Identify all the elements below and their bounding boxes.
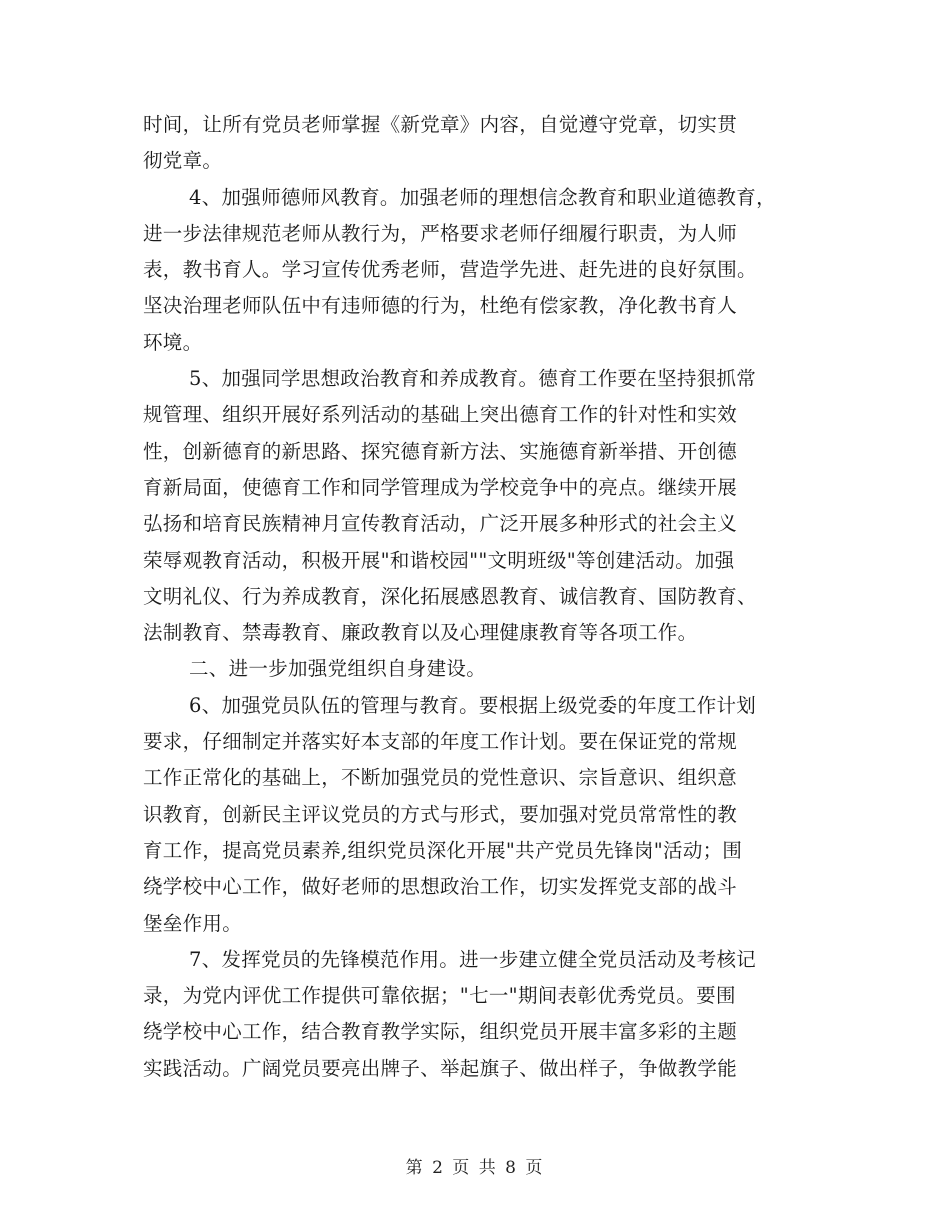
text-line: 荣辱观教育活动，积极开展"和谐校园""文明班级"等创建活动。加强 [143, 548, 735, 572]
text-line: 环境。 [143, 330, 203, 354]
paragraph-start-line: 6、加强党员队伍的管理与教育。要根据上级党委的年度工作计划 [189, 693, 757, 717]
text-line: 性，创新德育的新思路、探究德育新方法、实施德育新举措、开创德 [143, 439, 738, 463]
page-number-footer: 第 2 页 共 8 页 [405, 1158, 545, 1178]
text-line: 表，教书育人。学习宣传优秀老师，营造学先进、赶先进的良好氛围。 [143, 258, 757, 282]
text-line: 工作正常化的基础上，不断加强党员的党性意识、宗旨意识、组织意 [143, 766, 738, 790]
paragraph-start-line: 7、发挥党员的先锋模范作用。进一步建立健全党员活动及考核记 [189, 947, 757, 971]
text-line: 要求，仔细制定并落实好本支部的年度工作计划。要在保证党的常规 [143, 730, 738, 754]
text-line: 规管理、组织开展好系列活动的基础上突出德育工作的针对性和实效 [143, 403, 738, 427]
text-line: 录，为党内评优工作提供可靠依据；"七一"期间表彰优秀党员。要围 [143, 984, 736, 1008]
section-heading: 二、进一步加强党组织自身建设。 [189, 657, 487, 681]
text-line: 实践活动。广阔党员要亮出牌子、举起旗子、做出样子，争做教学能 [143, 1056, 738, 1080]
text-line: 识教育，创新民主评议党员的方式与形式，要加强对党员常常性的教 [143, 802, 738, 826]
text-line: 弘扬和培育民族精神月宣传教育活动，广泛开展多种形式的社会主义 [143, 512, 738, 536]
text-line: 文明礼仪、行为养成教育，深化拓展感恩教育、诚信教育、国防教育、 [143, 584, 757, 608]
paragraph-start-line: 5、加强同学思想政治教育和养成教育。德育工作要在坚持狠抓常 [189, 367, 757, 391]
text-line: 法制教育、禁毒教育、廉政教育以及心理健康教育等各项工作。 [143, 621, 698, 645]
text-line: 绕学校中心工作，做好老师的思想政治工作，切实发挥党支部的战斗 [143, 875, 738, 899]
paragraph-start-line: 4、加强师德师风教育。加强老师的理想信念教育和职业道德教育， [189, 185, 776, 209]
text-line: 育工作，提高党员素养,组织党员深化开展"共产党员先锋岗"活动；围 [143, 838, 743, 862]
text-line: 进一步法律规范老师从教行为，严格要求老师仔细履行职责，为人师 [143, 221, 738, 245]
text-line: 时间，让所有党员老师掌握《新党章》内容，自觉遵守党章，切实贯 [143, 113, 738, 136]
text-line: 彻党章。 [143, 149, 223, 173]
body-text [143, 107, 813, 1087]
text-line: 育新局面，使德育工作和同学管理成为学校竞争中的亮点。继续开展 [143, 475, 738, 499]
text-line: 绕学校中心工作，结合教育教学实际，组织党员开展丰富多彩的主题 [143, 1020, 738, 1044]
text-line: 堡垒作用。 [143, 911, 243, 935]
text-line: 坚决治理老师队伍中有违师德的行为，杜绝有偿家教，净化教书育人 [143, 294, 738, 318]
